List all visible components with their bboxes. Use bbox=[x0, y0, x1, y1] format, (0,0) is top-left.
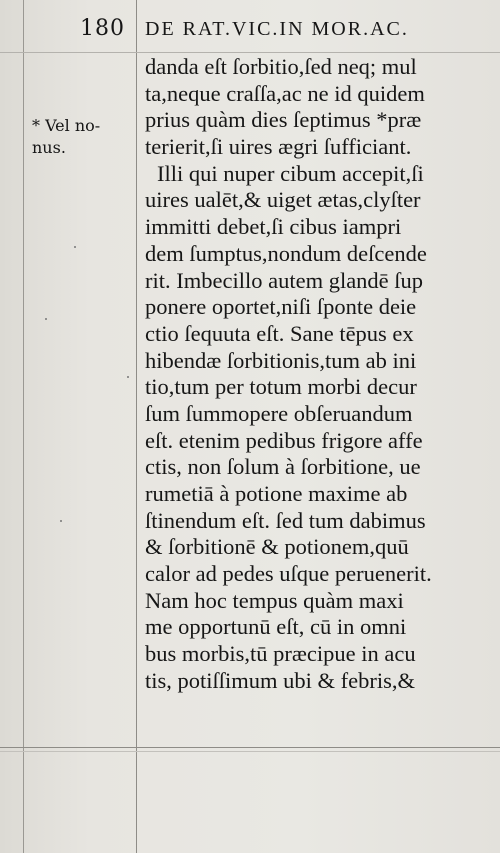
text-line: prius quàm dies ſeptimus *præ bbox=[145, 107, 422, 133]
footer-rule bbox=[0, 747, 500, 748]
text-line: eſt. etenim pedibus frigore affe bbox=[145, 427, 423, 453]
text-line: & ſorbitionē & potionem,quū bbox=[145, 534, 409, 560]
paper-speck bbox=[45, 318, 47, 320]
page-number: 180 bbox=[80, 16, 125, 41]
marginal-note-line: nus. bbox=[32, 138, 66, 157]
paper-speck bbox=[74, 246, 76, 248]
body-text bbox=[145, 54, 500, 695]
marginal-note bbox=[32, 115, 132, 159]
text-line: dem ſumptus,nondum deſcende bbox=[145, 240, 427, 266]
text-line: immitti debet,ſi cibus iampri bbox=[145, 214, 402, 240]
text-line: ſum ſummopere obſeruandum bbox=[145, 400, 413, 426]
text-line: Illi qui nuper cibum accepit,ſi bbox=[157, 160, 424, 186]
text-line: hibendæ ſorbitionis,tum ab ini bbox=[145, 347, 417, 373]
text-line: ponere oportet,niſi ſponte deie bbox=[145, 294, 417, 320]
text-line: me opportunū eſt, cū in omni bbox=[145, 614, 407, 640]
text-line: bus morbis,tū præcipue in acu bbox=[145, 641, 416, 667]
text-line: tio,tum per totum morbi decur bbox=[145, 374, 417, 400]
text-line: ctis, non ſolum à ſorbitione, ue bbox=[145, 454, 421, 480]
text-line: rumetiā à potione maxime ab bbox=[145, 481, 408, 506]
text-line: calor ad pedes uſque peruenerit. bbox=[145, 561, 432, 587]
text-line: uires ualēt,& uiget ætas,clyſter bbox=[145, 187, 421, 213]
text-line: tis, potiſſimum ubi & febris,& bbox=[145, 667, 415, 693]
text-line: ſtinendum eſt. ſed tum dabimus bbox=[145, 507, 426, 533]
header-rule bbox=[0, 52, 500, 53]
text-line: danda eſt ſorbitio,ſed neq; mul bbox=[145, 54, 417, 79]
text-column-rule bbox=[136, 0, 137, 853]
footer-rule-secondary bbox=[0, 751, 500, 752]
text-line: terierit,ſi uires ægri ſufficiant. bbox=[145, 134, 412, 160]
text-line: Nam hoc tempus quàm maxi bbox=[145, 587, 404, 613]
text-line: ctio ſequuta eſt. Sane tēpus ex bbox=[145, 320, 414, 346]
text-line: ta,neque craſſa,ac ne id quidem bbox=[145, 80, 425, 106]
left-margin-rule bbox=[23, 0, 24, 853]
paper-speck bbox=[127, 376, 129, 378]
paper-speck bbox=[60, 520, 62, 522]
text-line: rit. Imbecillo autem glandē ſup bbox=[145, 267, 424, 293]
marginal-note-line: * Vel no- bbox=[32, 116, 101, 135]
running-head: DE RAT.VIC.IN MOR.AC. bbox=[145, 18, 409, 40]
